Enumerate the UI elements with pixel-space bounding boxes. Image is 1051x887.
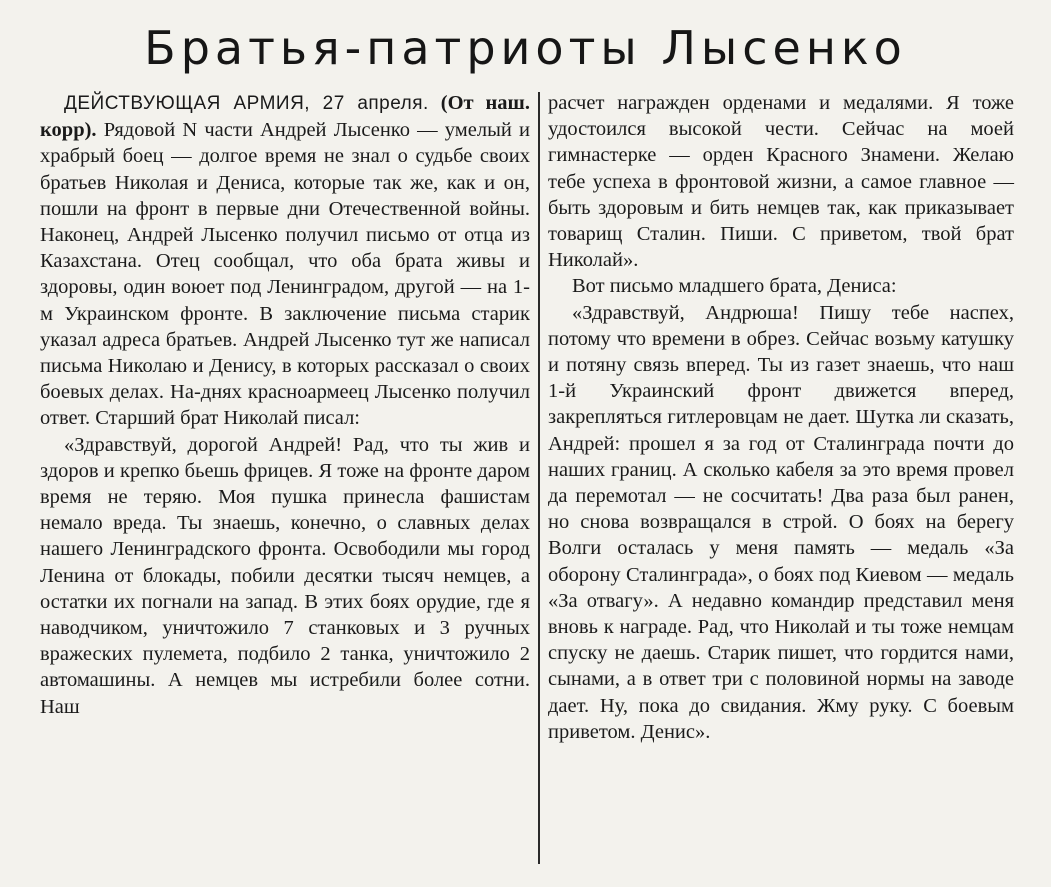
- denis-intro: Вот письмо младшего брата, Дениса:: [572, 275, 897, 298]
- article-headline: Братья-патриоты Лысенко: [144, 21, 907, 75]
- denis-letter: «Здравствуй, Андрюша! Пишу тебе наспех, потому что времени в обрез. Сейчас возьму катушку и потяну связь вперед. Ты из газет знаешь, что наш 1-й Украинский фронт движется вперед, закрепляться гитлеровцам не дает. Шутка ли сказать, Андрей: прошел я за год от Сталинграда почти до наших границ. А сколько кабеля за это время провел да перемотал — не сосчитать! Два раза был ранен, но снова возвращался в строй. О боях на берегу Волги осталась у меня память — медаль «За оборону Сталинграда», о боях под Киевом — медаль «За отвагу». А недавно командир представил меня вновь к награде. Рад, что Николай и ты тоже немцам спуску не даешь. Старик пишет, что гордится нами, сынами, а в ответ три с половиной нормы на заводе дает. Ну, пока до свидания. Жму руку. С боевым приветом. Денис».: [548, 301, 1014, 743]
- intro-text: Рядовой N части Андрей Лысенко — умелый и храбрый боец — долгое время не знал о судьбе своих братьев Николая и Дениса, которые так же, как и он, пошли на фронт в первые дни Отечественной войны. Наконец, Андрей Лысенко получил письмо от отца из Казахстана. Отец сообщал, что оба брата живы и здоровы, один воюет под Ленинградом, другой — на 1-м Украинском фронте. В заключение письма старик указал адреса братьев. Андрей Лысенко тут же написал письма Николаю и Денису, в которых рассказал о своих боевых делах. На-днях красноармеец Лысенко получил ответ. Старший брат Николай писал:: [40, 119, 530, 430]
- intro-paragraph: [40, 90, 530, 432]
- nikolai-letter-part-1: «Здравствуй, дорогой Андрей! Рад, что ты жив и здоров и крепко бьешь фрицев. Я тоже на фронте даром время не теряю. Моя пушка принесла фашистам немало вреда. Ты знаешь, конечно, о славных делах нашего Ленинградского фронта. Освободили мы город Ленина от блокады, побили десятки тысяч немцев, а остатки их погнали на запад. В этих боях орудие, где я наводчиком, уничтожило 7 станковых и 3 ручных вражеских пулемета, подбило 2 танка, уничтожило 2 автомашины. А немцев мы истребили более сотни. Наш: [40, 433, 530, 718]
- dateline: ДЕЙСТВУЮЩАЯ АРМИЯ, 27 апреля.: [64, 93, 429, 114]
- correspondent-credit: (От наш. корр).: [40, 92, 530, 142]
- nikolai-letter-part-2: расчет награжден орденами и медалями. Я тоже удостоился высокой чести. Сейчас на моей гимнастерке — орден Красного Знамени. Желаю тебе успеха в фронтовой жизни, а самое главное — быть здоровым и бить немцев так, как приказывает товарищ Сталин. Пиши. С приветом, твой брат Николай».: [548, 92, 1014, 272]
- column-divider: [538, 92, 540, 864]
- right-column: [548, 90, 1014, 745]
- left-column: [40, 90, 530, 720]
